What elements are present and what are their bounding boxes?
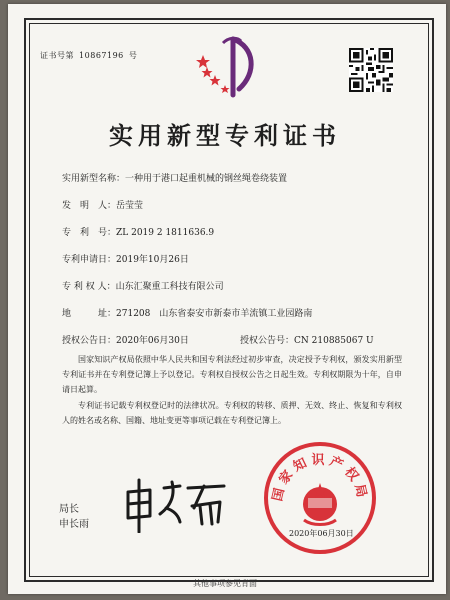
address-row [62, 306, 312, 319]
certificate-number-label: 证书号第 [40, 51, 74, 60]
logo-star-icon [196, 55, 210, 68]
handwritten-signature [120, 478, 230, 533]
signatory-title: 局长 [59, 504, 79, 515]
grant-number-label: 授权公告号： [240, 336, 295, 346]
legal-paragraph-2: 专利证书记载专利权登记时的法律状况。专利权的转移、质押、无效、终止、恢复和专利权人的姓名或名称、国籍、地址变更等事项记载在专利登记簿上。 [62, 401, 402, 425]
utility-model-name-value: 一种用于港口起重机械的钢丝绳卷绕装置 [125, 174, 288, 184]
grant-number-row [240, 333, 374, 346]
filing-date-value: 2019年10月26日 [116, 255, 189, 265]
certificate-number-value: 10867196 [79, 51, 124, 60]
patentee-label: 专 利 权 人： [62, 282, 116, 292]
footer-note: 其他事项参见背面 [193, 579, 257, 588]
utility-model-name-row [62, 171, 287, 184]
qr-code-icon [349, 48, 393, 92]
logo-star-icon [202, 67, 213, 78]
legal-paragraph-1: 国家知识产权局依照中华人民共和国专利法经过初步审查，决定授予专利权，颁发实用新型专利证书并在专利登记簿上予以登记。专利权自授权公告之日起生效。专利权期限为十年，自申请日起算。 [62, 355, 402, 394]
seal-text: 国家知识产权局 [270, 452, 370, 503]
cnipa-logo-icon [193, 33, 259, 99]
filing-date-label: 专利申请日： [62, 255, 117, 265]
inventor-label: 发 明 人： [62, 201, 117, 211]
address-value: 271208 山东省泰安市新泰市羊流镇工业园路南 [116, 309, 313, 319]
logo-star-icon [221, 85, 230, 93]
filing-date-row [62, 252, 189, 265]
grant-number-value: CN 210885067 U [294, 336, 374, 346]
patent-number-label: 专 利 号： [62, 228, 117, 238]
seal-date: 2020年06月30日 [289, 529, 354, 538]
inventor-row [62, 198, 143, 211]
patentee-row [62, 279, 224, 292]
patent-number-value: ZL 2019 2 1811636.9 [116, 228, 215, 238]
utility-model-name-label: 实用新型名称： [62, 174, 126, 184]
certificate-number [40, 50, 139, 61]
patent-number-row [62, 225, 214, 238]
inventor-value: 岳莹莹 [116, 201, 144, 211]
certificate-number-suffix: 号 [128, 51, 138, 60]
certificate-title: 实用新型专利证书 [109, 121, 341, 150]
signatory-name: 申长雨 [59, 519, 89, 530]
grant-date-label: 授权公告日： [62, 336, 117, 346]
address-label: 地 址： [62, 309, 117, 319]
grant-date-row [62, 333, 189, 346]
grant-date-value: 2020年06月30日 [116, 336, 189, 346]
patentee-value: 山东汇聚重工科技有限公司 [115, 282, 224, 292]
logo-star-icon [210, 75, 221, 86]
